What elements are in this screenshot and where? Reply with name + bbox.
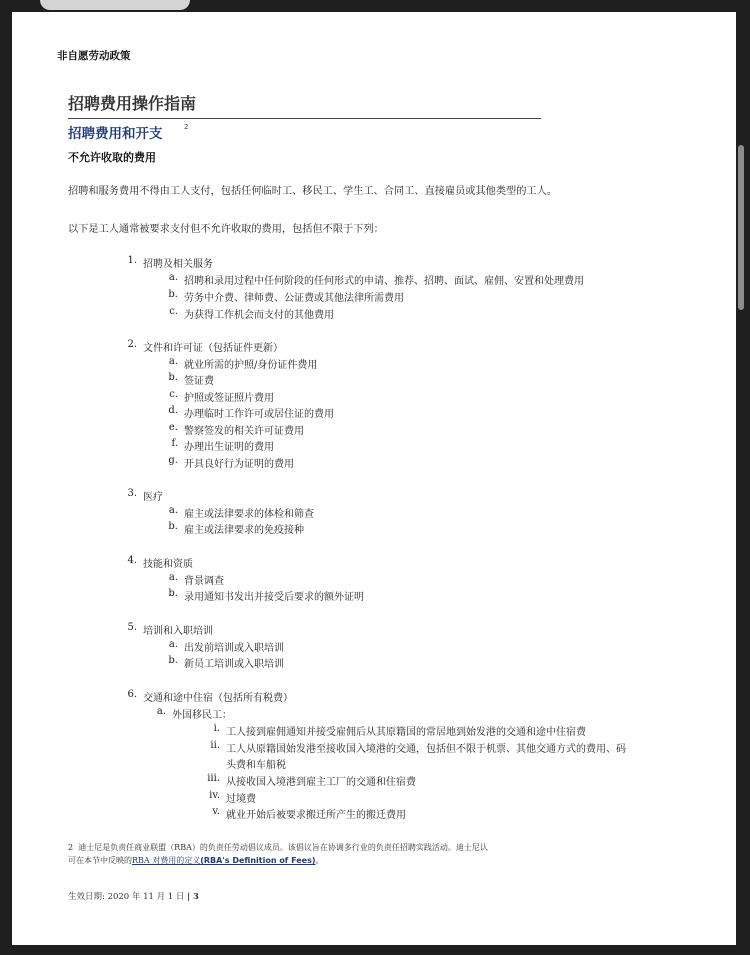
- list-item: iv. 过境费: [209, 790, 256, 805]
- list-item: 5. 培训和入职培训: [127, 622, 213, 637]
- list-item: iii. 从接收国入境港到雇主工厂的交通和住宿费: [207, 773, 416, 788]
- page-header: 非自愿劳动政策: [57, 50, 131, 62]
- title-divider: [68, 118, 541, 119]
- list-item: c. 为获得工作机会而支付的其他费用: [169, 306, 334, 321]
- document-page: [12, 12, 736, 945]
- list-item: a. 就业所需的护照/身份证件费用: [168, 356, 318, 371]
- list-item: 4. 技能和资质: [127, 555, 193, 570]
- intro-paragraph-1: 招聘和服务费用不得由工人支付，包括任何临时工、移民工、学生工、合同工、直接雇员或其他类型的工人。: [68, 186, 557, 197]
- list-item: e. 警察签发的相关许可证费用: [168, 422, 304, 437]
- list-item: 1. 招聘及相关服务: [127, 255, 213, 270]
- section-title: 招聘费用和开支: [68, 126, 163, 142]
- page-number: 3: [192, 892, 199, 902]
- list-item: a. 外国移民工：: [156, 706, 232, 721]
- list-item: d. 办理临时工作许可或居住证的费用: [168, 405, 334, 420]
- window-tab: [40, 0, 190, 10]
- list-item-continuation: 头费和车船税: [226, 760, 286, 771]
- document-title: 招聘费用操作指南: [68, 94, 197, 113]
- rba-definition-link[interactable]: RBA 对费用的定义(RBA's Definition of Fees): [132, 856, 316, 865]
- list-item: 3. 医疗: [127, 488, 163, 503]
- list-item: f. 办理出生证明的费用: [171, 438, 274, 453]
- list-item: a. 雇主或法律要求的体检和筛查: [168, 505, 314, 520]
- list-item: b. 新员工培训或入职培训: [168, 655, 284, 670]
- list-item: g. 开具良好行为证明的费用: [168, 455, 294, 470]
- list-item: c. 护照或签证照片费用: [169, 389, 274, 404]
- list-item: i. 工人接到雇佣通知并接受雇佣后从其原籍国的常居地到始发港的交通和途中住宿费: [213, 723, 586, 738]
- list-item: a. 背景调查: [168, 572, 224, 587]
- list-item: 2. 文件和许可证（包括证件更新）: [127, 339, 283, 354]
- list-item: ii. 工人从原籍国始发港至接收国入境港的交通，包括但不限于机票、其他交通方式的费用、码: [210, 740, 626, 755]
- footnote: [68, 841, 548, 867]
- footnote-line-1: 2 迪士尼是负责任商业联盟（RBA）的负责任劳动倡议成员。该倡议旨在协调多行业的负责任招聘实践活动。迪士尼认: [68, 843, 488, 852]
- list-item: 6. 交通和途中住宿（包括所有税费）: [127, 689, 293, 704]
- scrollbar[interactable]: [738, 145, 744, 310]
- footnote-number: 2: [68, 843, 74, 852]
- subheading: 不允许收取的费用: [68, 151, 156, 164]
- list-item: v. 就业开始后被要求搬迁所产生的搬迁费用: [212, 806, 406, 821]
- intro-paragraph-2: 以下是工人通常被要求支付但不允许收取的费用，包括但不限于下列：: [68, 224, 384, 235]
- footnote-reference: 2: [184, 123, 189, 131]
- list-item: b. 劳务中介费、律师费、公证费或其他法律所需费用: [168, 289, 404, 304]
- footnote-line-2: 可在本节中反映的RBA 对费用的定义(RBA's Definition of Fees)。: [68, 856, 324, 865]
- page-footer: 生效日期: 2020 年 11 月 1 日 | 3: [68, 892, 199, 902]
- list-item: b. 录用通知书发出并接受后要求的额外证明: [168, 588, 364, 603]
- list-item: b. 签证费: [168, 372, 214, 387]
- list-item: a. 出发前培训或入职培训: [168, 639, 284, 654]
- list-item: b. 雇主或法律要求的免疫接种: [168, 521, 304, 536]
- list-item: a. 招聘和录用过程中任何阶段的任何形式的申请、推荐、招聘、面试、雇佣、安置和处理费用: [168, 272, 584, 287]
- effective-date: 生效日期: 2020 年 11 月 1 日: [68, 892, 185, 902]
